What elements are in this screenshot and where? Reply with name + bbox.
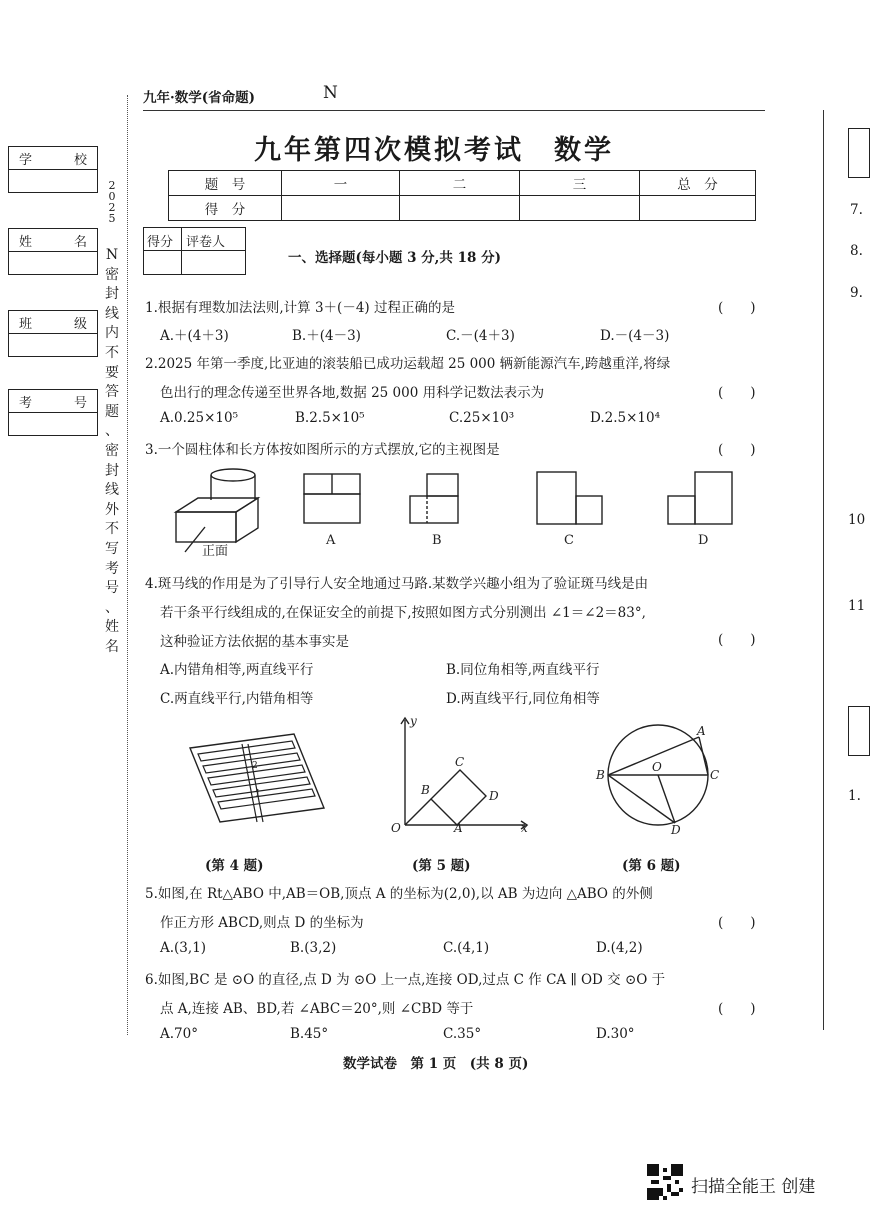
page-footer: 数学试卷 第 1 页 (共 8 页): [343, 1056, 529, 1072]
q1-answer-paren[interactable]: ( ): [718, 300, 756, 316]
next-page-q10: 10: [848, 512, 866, 528]
score-cell-total[interactable]: [640, 196, 756, 221]
q3-option-b-figure: [410, 474, 458, 523]
q3-front-label: 正面: [202, 544, 229, 559]
fig6-caption: (第 6 题): [622, 858, 681, 874]
q3-option-d-figure: [668, 472, 732, 524]
q6-stem-line2: 点 A,连接 AB、BD,若 ∠ABC＝20°,则 ∠CBD 等于: [160, 1001, 474, 1017]
q1-option-c: C.－(4＋3): [446, 328, 515, 344]
q3-solid-figure: [176, 469, 258, 552]
next-page-q8: 8.: [850, 243, 863, 259]
q5-stem-line2: 作正方形 ABCD,则点 D 的坐标为: [160, 915, 364, 931]
q1-stem: 1.根据有理数加法法则,计算 3＋(－4) 过程正确的是: [145, 300, 455, 316]
q4-stem-line1: 4.斑马线的作用是为了引导行人安全地通过马路.某数学兴趣小组为了验证斑马线是由: [145, 576, 649, 592]
q5-option-a: A.(3,1): [160, 940, 207, 956]
fig6-point-a: A: [697, 724, 706, 738]
fig5-y-label: y: [410, 714, 417, 728]
next-page-grader-box-2: [848, 706, 870, 756]
q2-option-a: A.0.25×10⁵: [160, 410, 239, 426]
q6-option-b: B.45°: [290, 1026, 329, 1042]
q5-option-c: C.(4,1): [443, 940, 490, 956]
q3-stem: 3.一个圆柱体和长方体按如图所示的方式摆放,它的主视图是: [145, 442, 500, 458]
score-table: 题 号 一 二 三 总 分 得 分: [168, 170, 756, 221]
seal-year: 2 0 2 5: [108, 179, 116, 225]
q3-figures: [150, 462, 770, 562]
fig5-x-label: x: [521, 821, 528, 835]
fig5-point-d: D: [489, 789, 499, 803]
version-mark: N: [323, 83, 338, 103]
q3-option-a-figure: [304, 474, 360, 523]
page-title: 九年第四次模拟考试 数学: [254, 135, 614, 166]
class-field[interactable]: 班 级: [8, 310, 98, 357]
q1-option-b: B.＋(4－3): [292, 328, 361, 344]
q2-stem-line2: 色出行的理念传递至世界各地,数据 25 000 用科学记数法表示为: [160, 385, 545, 401]
name-field[interactable]: 姓 名: [8, 228, 98, 275]
fig5-point-c: C: [455, 755, 465, 769]
fig4-angle-2-label: 2: [252, 761, 258, 771]
q6-stem-line1: 6.如图,BC 是 ⊙O 的直径,点 D 为 ⊙O 上一点,连接 OD,过点 C 作 CA ∥ OD 交 ⊙O 于: [145, 972, 666, 988]
q2-stem-line1: 2.2025 年第一季度,比亚迪的滚装船已成功运载超 25 000 辆新能源汽车,跨越重洋,将绿: [145, 356, 671, 372]
q5-option-d: D.(4,2): [596, 940, 643, 956]
fig6-point-c: C: [710, 768, 720, 782]
fig5-point-a: A: [454, 821, 463, 835]
grader-box: 得分 评卷人: [143, 227, 246, 275]
q1-option-d: D.－(4－3): [600, 328, 670, 344]
q3-option-c-figure: [537, 472, 602, 524]
fig5-coordinate-square: [383, 714, 533, 834]
fig6-point-b: B: [596, 768, 605, 782]
fig4-caption: (第 4 题): [205, 858, 264, 874]
next-page-grader-box: [848, 128, 870, 178]
seal-dotted-line: [127, 95, 128, 1035]
fig5-caption: (第 5 题): [412, 858, 471, 874]
section-heading: 一、选择题(每小题 3 分,共 18 分): [288, 250, 501, 266]
score-cell-3[interactable]: [520, 196, 640, 221]
fig5-origin-label: O: [391, 821, 401, 835]
next-page-edge: [823, 110, 824, 1030]
exam-number-field[interactable]: 考 号: [8, 389, 98, 436]
q4-option-b: B.同位角相等,两直线平行: [446, 662, 600, 678]
q3-label-d: D: [698, 533, 709, 548]
q6-option-d: D.30°: [596, 1026, 635, 1042]
school-field[interactable]: 学 校: [8, 146, 98, 193]
q3-answer-paren[interactable]: ( ): [718, 442, 756, 458]
watermark-text: 扫描全能王 创建: [691, 1177, 816, 1197]
q3-label-a: A: [326, 533, 336, 548]
header-rule: [143, 110, 765, 111]
q3-label-b: B: [432, 533, 442, 548]
seal-instructions: N 密 封 线 内 不 要 答 题 、 密 封 线 外 不 写 考 号 、 姓 名: [105, 247, 119, 655]
q2-option-b: B.2.5×10⁵: [295, 410, 365, 426]
fig4-angle-1-label: 1: [255, 789, 261, 799]
q5-answer-paren[interactable]: ( ): [718, 915, 756, 931]
q5-option-b: B.(3,2): [290, 940, 337, 956]
fig6-circle: [594, 723, 724, 835]
fig4-zebra-crossing: [182, 730, 342, 830]
q2-answer-paren[interactable]: ( ): [718, 385, 756, 401]
q4-option-d: D.两直线平行,同位角相等: [446, 691, 600, 707]
q6-option-c: C.35°: [443, 1026, 482, 1042]
fig6-point-o: O: [652, 760, 662, 774]
q5-stem-line1: 5.如图,在 Rt△ABO 中,AB＝OB,顶点 A 的坐标为(2,0),以 AB 为边向 △ABO 的外侧: [145, 886, 653, 902]
header-tag: 九年·数学(省命题): [143, 90, 255, 106]
q4-stem-line3: 这种验证方法依据的基本事实是: [160, 634, 349, 650]
q6-answer-paren[interactable]: ( ): [718, 1001, 756, 1017]
next-page-q12: 1.: [848, 788, 861, 804]
q4-answer-paren[interactable]: ( ): [718, 632, 756, 648]
q4-option-c: C.两直线平行,内错角相等: [160, 691, 314, 707]
q3-label-c: C: [564, 533, 574, 548]
next-page-q9: 9.: [850, 285, 863, 301]
qr-code-icon: [647, 1164, 683, 1200]
q6-option-a: A.70°: [160, 1026, 198, 1042]
q4-option-a: A.内错角相等,两直线平行: [160, 662, 314, 678]
q1-option-a: A.＋(4＋3): [160, 328, 229, 344]
q4-stem-line2: 若干条平行线组成的,在保证安全的前提下,按照如图方式分别测出 ∠1＝∠2＝83°,: [160, 605, 646, 621]
next-page-q7: 7.: [850, 202, 863, 218]
score-cell-1[interactable]: [282, 196, 400, 221]
fig6-point-d: D: [671, 823, 681, 837]
q2-option-c: C.25×10³: [449, 410, 515, 426]
score-cell-2[interactable]: [400, 196, 520, 221]
fig5-point-b: B: [421, 783, 430, 797]
next-page-q11: 11: [848, 598, 866, 614]
q2-option-d: D.2.5×10⁴: [590, 410, 661, 426]
